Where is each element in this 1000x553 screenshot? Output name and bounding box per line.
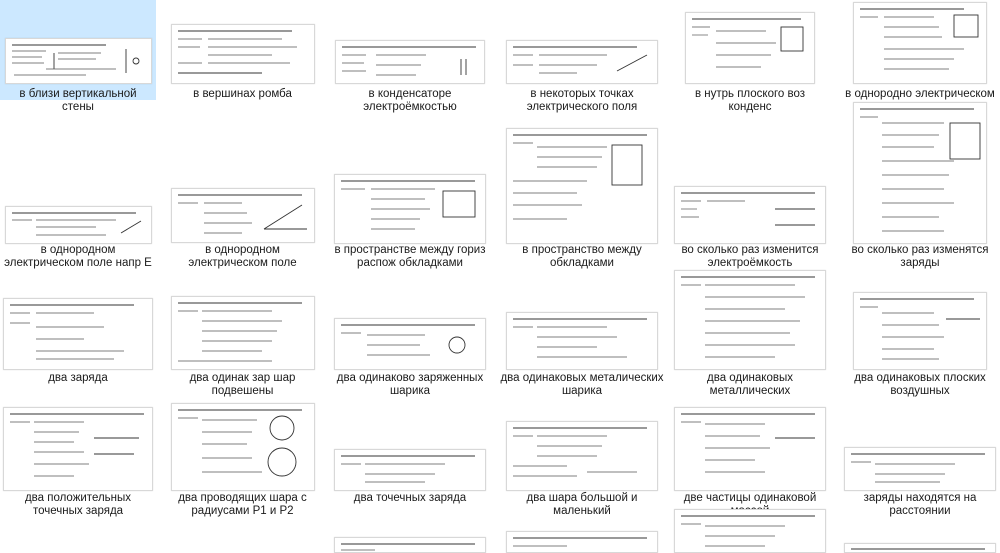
document-thumbnail-icon xyxy=(844,543,996,553)
file-name: в близи вертикальной стены xyxy=(19,88,137,113)
document-thumbnail-icon xyxy=(506,421,658,491)
file-name: два одинак зар шар подвешены xyxy=(189,372,296,397)
file-name: два шара большой и маленький xyxy=(526,492,638,517)
file-item[interactable] xyxy=(840,270,1000,397)
file-name: в пространстве между гориз распож обкладками xyxy=(334,244,486,269)
file-item[interactable] xyxy=(670,385,830,517)
file-item[interactable] xyxy=(840,0,1000,113)
file-item[interactable] xyxy=(670,270,830,397)
file-name: два точечных заряда xyxy=(353,492,467,504)
file-item[interactable] xyxy=(497,270,667,397)
file-name: два одинаковых металлических xyxy=(707,372,793,397)
document-thumbnail-icon xyxy=(674,407,826,491)
file-item[interactable] xyxy=(170,100,315,270)
file-item[interactable] xyxy=(170,510,315,553)
file-item[interactable] xyxy=(497,510,667,553)
document-thumbnail-icon xyxy=(334,537,486,553)
file-item[interactable] xyxy=(497,385,667,517)
file-item[interactable] xyxy=(170,385,315,517)
file-item[interactable] xyxy=(670,0,830,113)
file-item[interactable] xyxy=(330,270,490,397)
file-item[interactable] xyxy=(330,510,490,553)
file-item[interactable] xyxy=(0,510,156,553)
document-thumbnail-icon xyxy=(171,24,315,84)
document-thumbnail-icon xyxy=(3,298,153,370)
document-thumbnail-icon xyxy=(334,449,486,491)
file-name: в нутрь плоского воз конденс xyxy=(694,88,806,113)
document-thumbnail-icon xyxy=(334,174,486,244)
document-thumbnail-icon xyxy=(506,40,658,84)
file-name: во сколько раз изменятся заряды xyxy=(851,244,989,269)
document-thumbnail-icon xyxy=(5,38,152,84)
file-item[interactable] xyxy=(0,270,156,385)
file-name: в пространство между обкладками xyxy=(522,244,642,269)
file-item[interactable] xyxy=(330,0,490,113)
document-thumbnail-icon xyxy=(506,531,658,553)
file-name: заряды находятся на расстоянии xyxy=(863,492,977,517)
file-item[interactable] xyxy=(670,510,830,553)
file-name: в однородном электрическом поле напр E xyxy=(4,244,152,269)
document-thumbnail-icon xyxy=(853,2,987,84)
file-item[interactable] xyxy=(330,100,490,270)
file-item[interactable] xyxy=(670,100,830,270)
document-thumbnail-icon xyxy=(674,509,826,553)
file-item[interactable] xyxy=(0,0,156,113)
file-name: два одинаковых плоских воздушных xyxy=(854,372,986,397)
file-item[interactable] xyxy=(840,510,1000,553)
document-thumbnail-icon xyxy=(171,188,315,243)
document-thumbnail-icon xyxy=(334,318,486,370)
document-thumbnail-icon xyxy=(5,206,152,244)
document-thumbnail-icon xyxy=(335,40,485,84)
document-thumbnail-icon xyxy=(171,296,315,370)
file-name: во сколько раз изменится электроёмкость xyxy=(681,244,819,269)
file-item[interactable] xyxy=(840,100,1000,270)
document-thumbnail-icon xyxy=(674,270,826,370)
document-thumbnail-icon xyxy=(685,12,815,84)
document-thumbnail-icon xyxy=(3,407,153,491)
document-thumbnail-icon xyxy=(844,447,996,491)
file-name: два одинаково заряженных шарика xyxy=(336,372,484,397)
file-item[interactable] xyxy=(497,100,667,270)
document-thumbnail-icon xyxy=(853,102,987,244)
file-name: в однородно электрическом поле xyxy=(845,88,995,113)
file-name: два проводящих шара с радиусами Р1 и Р2 xyxy=(178,492,307,517)
file-name: два заряда xyxy=(48,372,108,384)
document-thumbnail-icon xyxy=(674,186,826,244)
file-item[interactable] xyxy=(170,270,315,397)
file-name: два положительных точечных заряда xyxy=(24,492,132,517)
file-name: два одинаковых металических шарика xyxy=(500,372,664,397)
document-thumbnail-icon xyxy=(853,292,987,370)
file-item[interactable] xyxy=(0,100,156,270)
document-thumbnail-icon xyxy=(506,128,658,244)
file-name: в однородном электрическом поле xyxy=(188,244,297,269)
file-item[interactable] xyxy=(497,0,667,113)
file-item[interactable] xyxy=(840,385,1000,517)
file-item[interactable] xyxy=(330,385,490,510)
file-name: в вершинах ромба xyxy=(193,88,292,100)
document-thumbnail-icon xyxy=(171,403,315,491)
file-item[interactable] xyxy=(0,385,156,517)
document-thumbnail-icon xyxy=(506,312,658,370)
file-name: две частицы одинаковой массой xyxy=(683,492,817,517)
file-name: в конденсаторе электроёмкостью xyxy=(363,88,457,113)
file-item[interactable] xyxy=(170,0,315,100)
file-name: в некоторых точках электрического поля xyxy=(526,88,638,113)
